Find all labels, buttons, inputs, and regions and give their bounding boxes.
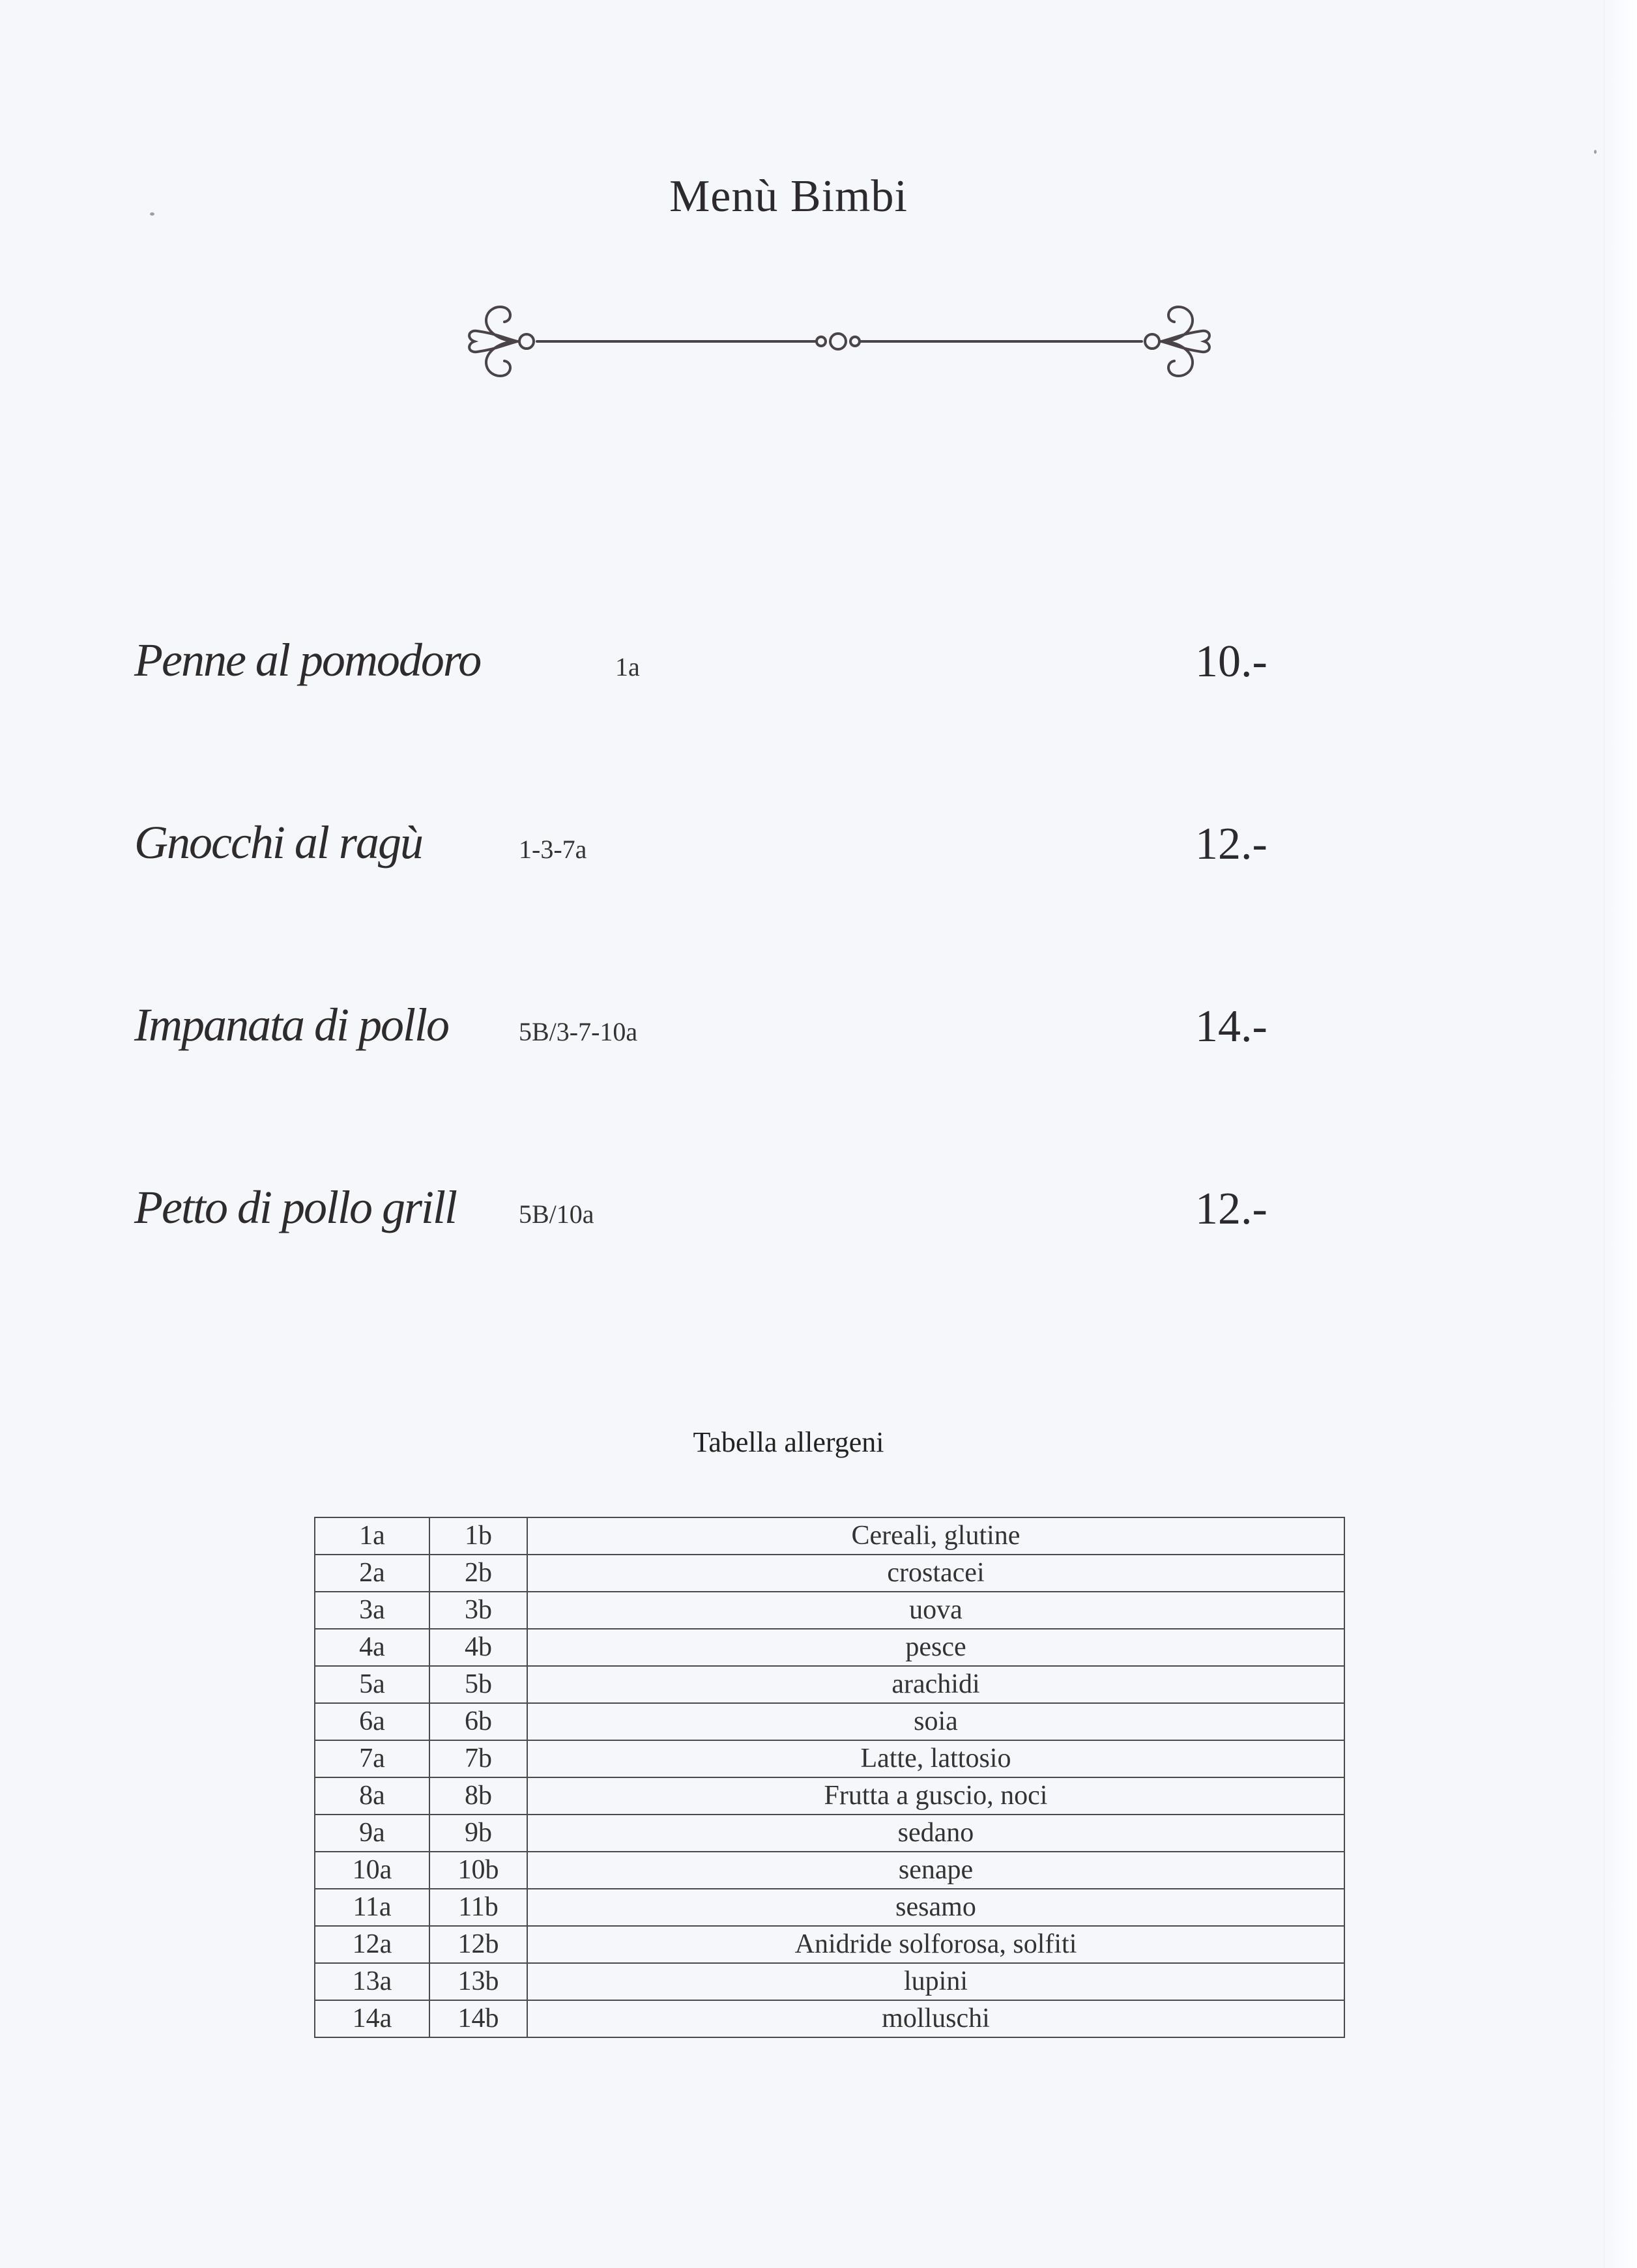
dish-row — [134, 633, 1307, 705]
table-row — [315, 1852, 1344, 1889]
table-row — [315, 1592, 1344, 1629]
dish-name: Petto di pollo grill — [134, 1181, 456, 1233]
dish-allergen-codes: 1-3-7a — [519, 835, 587, 864]
dish-allergen-codes: 1a — [615, 652, 640, 682]
allergen-code-a: 14a — [315, 2000, 429, 2037]
dish-row — [134, 816, 1307, 887]
table-row — [315, 1703, 1344, 1740]
allergen-code-a: 2a — [315, 1555, 429, 1592]
allergen-name: senape — [527, 1852, 1344, 1889]
scan-speck — [1594, 150, 1597, 154]
dish-allergen-codes: 5B/3-7-10a — [519, 1017, 638, 1046]
allergen-code-b: 2b — [429, 1555, 527, 1592]
allergen-code-a: 10a — [315, 1852, 429, 1889]
allergen-code-a: 3a — [315, 1592, 429, 1629]
dish-name: Gnocchi al ragù — [134, 816, 422, 868]
allergen-name: Anidride solforosa, solfiti — [527, 1926, 1344, 1963]
dish-price: 10.- — [1195, 637, 1268, 687]
dish-price: 14.- — [1195, 1001, 1268, 1052]
allergen-code-a: 6a — [315, 1703, 429, 1740]
table-row — [315, 1555, 1344, 1592]
allergen-code-b: 10b — [429, 1852, 527, 1889]
allergen-name: sesamo — [527, 1889, 1344, 1926]
allergen-code-a: 5a — [315, 1666, 429, 1703]
allergen-name: Latte, lattosio — [527, 1740, 1344, 1777]
dish-allergen-codes: 5B/10a — [519, 1199, 594, 1229]
allergen-name: crostacei — [527, 1555, 1344, 1592]
dish-row — [134, 1181, 1307, 1252]
allergen-code-b: 1b — [429, 1517, 527, 1555]
allergen-code-b: 13b — [429, 1963, 527, 2000]
ornamental-divider — [460, 298, 1219, 383]
allergen-code-b: 11b — [429, 1889, 527, 1926]
allergen-code-a: 11a — [315, 1889, 429, 1926]
menu-title: Menù Bimbi — [669, 171, 908, 222]
table-row — [315, 1517, 1344, 1555]
allergen-code-b: 6b — [429, 1703, 527, 1740]
table-row — [315, 1963, 1344, 2000]
dish-name: Penne al pomodoro — [134, 634, 481, 686]
table-row — [315, 1815, 1344, 1852]
allergen-table — [314, 1517, 1345, 2038]
allergen-name: soia — [527, 1703, 1344, 1740]
allergen-name: Frutta a guscio, noci — [527, 1777, 1344, 1815]
table-row — [315, 1740, 1344, 1777]
dish-row — [134, 998, 1307, 1070]
dish-name: Impanata di pollo — [134, 999, 448, 1051]
allergen-code-a: 8a — [315, 1777, 429, 1815]
allergen-code-a: 7a — [315, 1740, 429, 1777]
allergen-name: sedano — [527, 1815, 1344, 1852]
allergen-code-b: 12b — [429, 1926, 527, 1963]
allergen-code-b: 8b — [429, 1777, 527, 1815]
table-row — [315, 1926, 1344, 1963]
allergen-code-a: 4a — [315, 1629, 429, 1666]
allergen-code-b: 3b — [429, 1592, 527, 1629]
allergen-name: uova — [527, 1592, 1344, 1629]
allergen-name: Cereali, glutine — [527, 1517, 1344, 1555]
dish-price: 12.- — [1195, 1184, 1268, 1234]
table-row — [315, 1777, 1344, 1815]
allergen-code-b: 14b — [429, 2000, 527, 2037]
table-row — [315, 1629, 1344, 1666]
table-row — [315, 1889, 1344, 1926]
allergen-code-a: 1a — [315, 1517, 429, 1555]
allergen-code-b: 9b — [429, 1815, 527, 1852]
paper-edge — [1604, 0, 1637, 2268]
table-row — [315, 1666, 1344, 1703]
table-row — [315, 2000, 1344, 2037]
allergen-code-a: 9a — [315, 1815, 429, 1852]
allergen-code-b: 5b — [429, 1666, 527, 1703]
allergen-code-a: 12a — [315, 1926, 429, 1963]
dish-price: 12.- — [1195, 819, 1268, 869]
allergen-name: lupini — [527, 1963, 1344, 2000]
allergen-name: molluschi — [527, 2000, 1344, 2037]
allergen-code-b: 7b — [429, 1740, 527, 1777]
allergen-code-a: 13a — [315, 1963, 429, 2000]
allergen-name: arachidi — [527, 1666, 1344, 1703]
allergen-table-title: Tabella allergeni — [693, 1426, 884, 1458]
allergen-code-b: 4b — [429, 1629, 527, 1666]
allergen-name: pesce — [527, 1629, 1344, 1666]
